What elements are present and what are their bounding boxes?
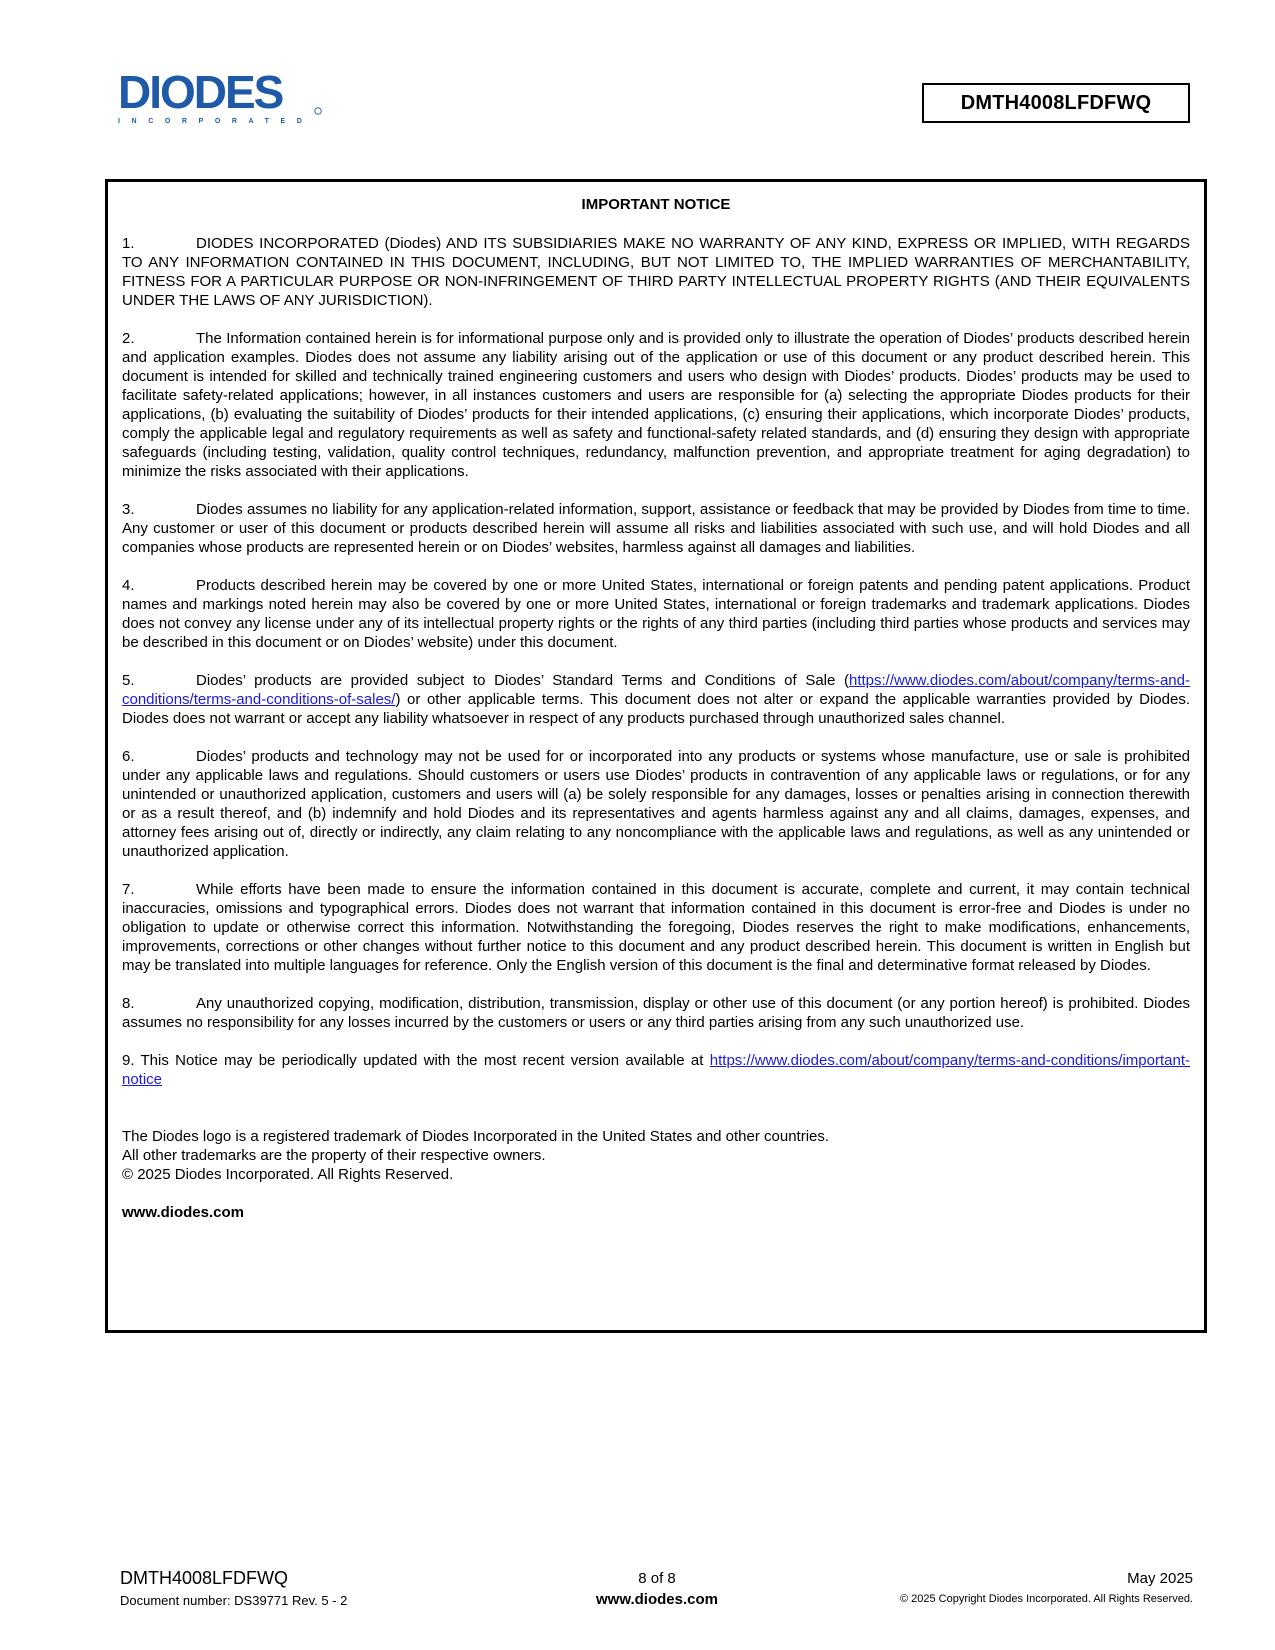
footer-document-number: Document number: DS39771 Rev. 5 - 2 xyxy=(120,1593,348,1608)
important-notice-frame xyxy=(105,179,1207,1333)
registered-mark-icon xyxy=(315,108,321,114)
footer-center xyxy=(537,1570,777,1608)
page-number: 8 of 8 xyxy=(638,1570,676,1587)
notice-item: 5. Diodes’ products are provided subject to Diodes’ Standard Terms and Conditions of Sale (https://www.diodes.com/about/company/terms-and-conditions/terms-and-conditions-of-sales/) or other applicable terms. This document does not alter or expand the applicable warranties provided by Diodes. Diodes does not warrant or accept any liability whatsoever in respect of any products purchased through unauthorized sales channel. xyxy=(122,672,1190,727)
logo-wordmark: DIODES xyxy=(118,70,283,118)
important-notice-link[interactable]: https://www.diodes.com/about/company/terms-and-conditions/important-notice xyxy=(122,1052,1190,1088)
footer-part-number: DMTH4008LFDFWQ xyxy=(120,1568,289,1588)
footer-copyright: © 2025 Copyright Diodes Incorporated. All Rights Reserved. xyxy=(899,1593,1193,1605)
notice-item: 2. The Information contained herein is for informational purpose only and is provided only to illustrate the operation of Diodes’ products described herein and application examples. Diodes does not assume any liability arising out of the application or use of this document or any product described herein. This document is intended for skilled and technically trained engineering customers and users who design with Diodes’ products. Diodes’ products may be used to facilitate safety-related applications; however, in all instances customers and users are responsible for (a) selecting the appropriate Diodes products for their applications, (b) evaluating the suitability of Diodes’ products for their intended applications, (c) ensuring their applications, which incorporate Diodes’ products, comply the applicable legal and regulatory requirements as well as safety and functional-safety related standards, and (d) ensuring they design with appropriate safeguards (including testing, validation, quality control techniques, redundancy, malfunction prevention, and appropriate treatment for aging degradation) to minimize the risks associated with their applications. xyxy=(122,330,1190,480)
notice-item: 9. This Notice may be periodically updated with the most recent version available at https://www.diodes.com/about/company/terms-and-conditions/important-notice xyxy=(122,1052,1190,1088)
notice-website: www.diodes.com xyxy=(122,1204,244,1221)
diodes-logo xyxy=(118,70,338,130)
notice-item: 4. Products described herein may be covered by one or more United States, international or foreign patents and pending patent applications. Product names and markings noted herein may also be covered by one or more United States, international or foreign trademarks and trademark applications. Diodes does not convey any license under any of its intellectual property rights or the rights of any third parties (including third parties whose products and services may be described in this document or on Diodes’ website) under this document. xyxy=(122,577,1190,651)
notice-item: 3. Diodes assumes no liability for any application-related information, support, assistance or feedback that may be provided by Diodes from time to time. Any customer or user of this document or products described herein will assume all risks and liabilities associated with such use, and will hold Diodes and all companies whose products are represented herein or on Diodes’ websites, harmless against all damages and liabilities. xyxy=(122,501,1190,556)
part-number-box: DMTH4008LFDFWQ xyxy=(922,83,1190,123)
footer-left xyxy=(120,1568,347,1608)
notice-items xyxy=(122,234,1190,1222)
footer-website: www.diodes.com xyxy=(596,1591,718,1608)
terms-of-sale-link[interactable]: https://www.diodes.com/about/company/terms-and-conditions/terms-and-conditions-of-sales/ xyxy=(122,672,1190,708)
logo-subtext: INCORPORATED xyxy=(118,118,314,125)
footer-date: May 2025 xyxy=(1127,1570,1193,1587)
footer-right xyxy=(900,1570,1193,1605)
notice-item: 6. Diodes’ products and technology may not be used for or incorporated into any products or systems whose manufacture, use or sale is prohibited under any applicable laws and regulations. Should customers or users use Diodes’ products in contravention of any applicable laws or regulations, or for any unintended or unauthorized application, customers and users will (a) be solely responsible for any damages, losses or penalties arising in connection therewith or as a result thereof, and (b) indemnify and hold Diodes and its representatives and agents harmless against any and all claims, damages, expenses, and attorney fees arising out of, directly or indirectly, any claim relating to any noncompliance with the applicable laws and regulations, as well as any unintended or unauthorized application. xyxy=(122,748,1190,860)
notice-title: IMPORTANT NOTICE xyxy=(581,196,731,213)
notice-item: 8. Any unauthorized copying, modification, distribution, transmission, display or other use of this document (or any portion hereof) is prohibited. Diodes assumes no responsibility for any losses incurred by the customers or users or any third parties arising from any such unauthorized use. xyxy=(122,995,1190,1031)
notice-item: 7. While efforts have been made to ensure the information contained in this document is accurate, complete and current, it may contain technical inaccuracies, omissions and typographical errors. Diodes does not warrant that information contained in this document is error-free and Diodes is under no obligation to update or otherwise correct this information. Notwithstanding the foregoing, Diodes reserves the right to make modifications, enhancements, improvements, corrections or other changes without further notice to this document and any product described herein. This document is written in English but may be translated into multiple languages for reference. Only the English version of this document is the final and determinative format released by Diodes. xyxy=(122,881,1190,974)
notice-item: 1. DIODES INCORPORATED (Diodes) AND ITS SUBSIDIARIES MAKE NO WARRANTY OF ANY KIND, EXPRESS OR IMPLIED, WITH REGARDS TO ANY INFORMATION CONTAINED IN THIS DOCUMENT, INCLUDING, BUT NOT LIMITED TO, THE IMPLIED WARRANTIES OF MERCHANTABILITY, FITNESS FOR A PARTICULAR PURPOSE OR NON-INFRINGEMENT OF THIRD PARTY INTELLECTUAL PROPERTY RIGHTS (AND THEIR EQUIVALENTS UNDER THE LAWS OF ANY JURISDICTION). xyxy=(122,235,1190,309)
trademark-statement: The Diodes logo is a registered trademark of Diodes Incorporated in the United States and other countries. All other trademarks are the property of their respective owners. © 2025 Diodes Incorporated. All Rights Reserved. xyxy=(122,1128,830,1183)
